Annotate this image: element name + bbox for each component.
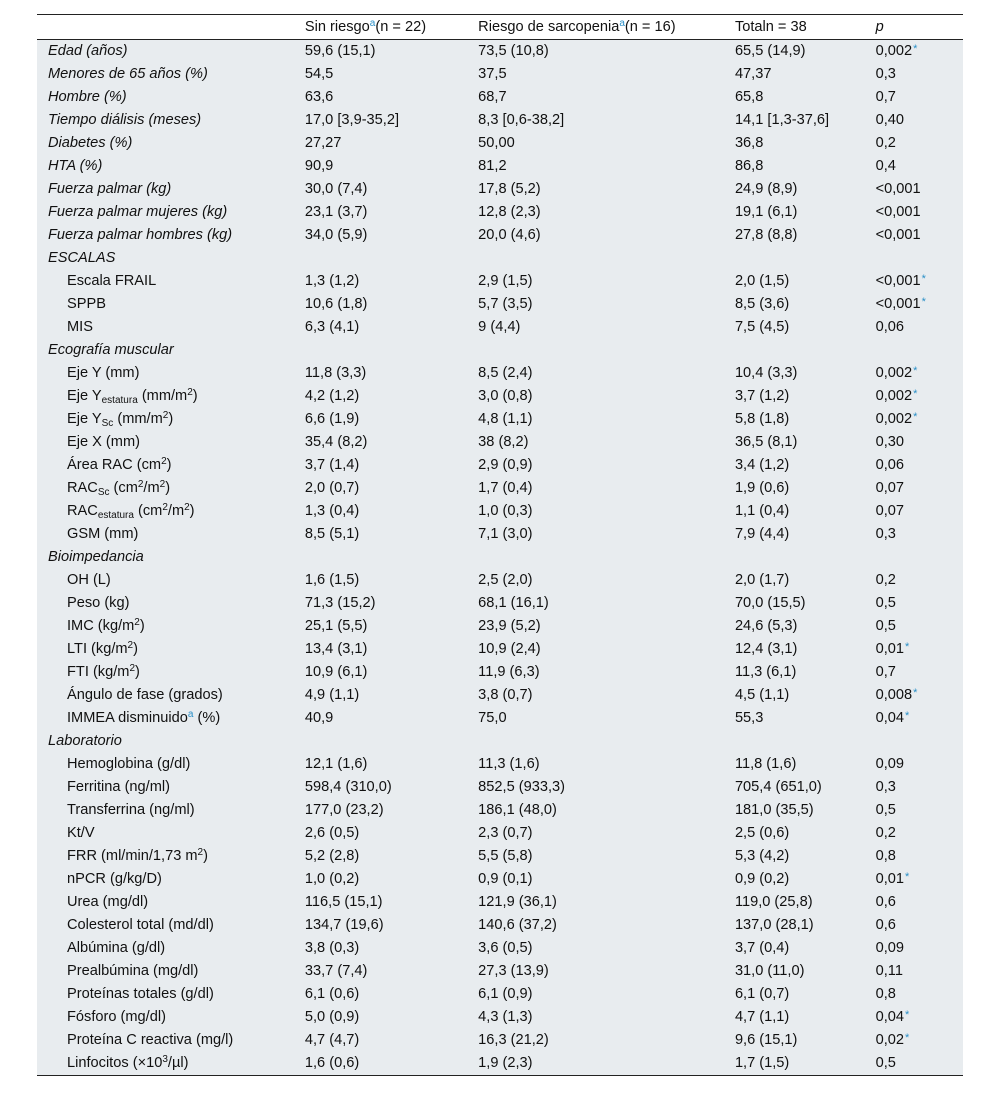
value-riesgo-sarcopenia: 1,7 (0,4) [478,480,533,496]
category-label: ESCALAS [48,250,116,266]
value-total: 86,8 [734,158,764,174]
value-riesgo-sarcopenia: 186,1 (48,0) [478,802,557,818]
value-sin-riesgo: 10,9 (6,1) [304,664,368,680]
value-riesgo-sarcopenia: 73,5 (10,8) [478,43,549,59]
value-sin-riesgo: 4,2 (1,2) [304,388,360,404]
value-riesgo-sarcopenia: 17,8 (5,2) [478,181,541,197]
value-riesgo-sarcopenia: 38 (8,2) [478,434,529,450]
value-riesgo-sarcopenia: 2,5 (2,0) [478,572,533,588]
value-sin-riesgo: 6,6 (1,9) [304,411,360,427]
value-riesgo-sarcopenia: 8,3 [0,6-38,2] [478,112,565,128]
value-riesgo-sarcopenia: 11,9 (6,3) [478,664,540,680]
value-total: 47,37 [734,66,772,82]
value-total: 6,1 (0,7) [734,986,790,1002]
value-sin-riesgo: 59,6 (15,1) [304,43,376,59]
value-sin-riesgo: 30,0 (7,4) [304,181,368,197]
table-body [37,40,963,1076]
table-row [37,615,963,638]
value-sin-riesgo: 35,4 (8,2) [304,434,368,450]
row-label: Eje Y (mm) [67,365,140,381]
value-riesgo-sarcopenia: 81,2 [478,158,507,174]
value-riesgo-sarcopenia: 37,5 [478,66,507,82]
table-row [37,592,963,615]
row-label: Hemoglobina (g/dl) [67,756,191,772]
significance-asterisk: * [905,871,910,883]
value-sin-riesgo: 8,5 (5,1) [304,526,360,542]
value-riesgo-sarcopenia: 1,9 (2,3) [478,1055,533,1071]
value-sin-riesgo: 1,3 (1,2) [304,273,360,289]
value-total: 11,8 (1,6) [734,756,797,772]
empty-cell [876,339,963,362]
value-p: 0,40 [875,112,905,128]
significance-asterisk: * [905,1032,910,1044]
category-row [37,730,963,753]
table-row [37,822,963,845]
value-p: 0,11 [875,963,903,979]
value-total: 9,6 (15,1) [734,1032,798,1048]
value-sin-riesgo: 4,9 (1,1) [304,687,360,703]
value-p: 0,008* [875,687,918,703]
row-label: Menores de 65 años (%) [48,66,208,82]
empty-cell [478,730,735,753]
row-label: Transferrina (ng/ml) [67,802,195,818]
row-label: IMMEA disminuido$^a$ (%) [67,709,221,726]
results-table-container [37,14,963,1076]
value-sin-riesgo: 1,0 (0,2) [304,871,360,887]
value-riesgo-sarcopenia: 50,00 [478,135,515,151]
significance-asterisk: * [921,296,926,308]
value-total: 1,9 (0,6) [734,480,790,496]
row-label: Ferritina (ng/ml) [67,779,170,795]
value-total: 36,8 [734,135,764,151]
table-row [37,270,963,293]
value-sin-riesgo: 40,9 [304,710,334,726]
value-p: 0,06 [875,319,905,335]
table-row [37,845,963,868]
table-row [37,362,963,385]
row-label: Kt/V [67,825,95,841]
table-row [37,960,963,983]
table-row [37,983,963,1006]
empty-cell [876,247,963,270]
value-sin-riesgo: 25,1 (5,5) [304,618,368,634]
value-sin-riesgo: 6,1 (0,6) [304,986,360,1002]
value-p: 0,2 [875,825,896,841]
row-label: Fuerza palmar hombres (kg) [48,227,233,243]
value-riesgo-sarcopenia: 3,6 (0,5) [478,940,533,956]
value-riesgo-sarcopenia: 10,9 (2,4) [478,641,541,657]
category-row [37,247,963,270]
value-riesgo-sarcopenia: 6,1 (0,9) [478,986,533,1002]
value-p: 0,06 [875,457,905,473]
value-riesgo-sarcopenia: 0,9 (0,1) [478,871,533,887]
value-p: 0,09 [875,756,905,772]
value-sin-riesgo: 54,5 [304,66,334,82]
value-p: 0,04* [875,710,910,726]
row-label: Fuerza palmar (kg) [48,181,172,197]
value-p: 0,8 [875,986,896,1002]
value-p: 0,02* [875,1032,910,1048]
table-row [37,132,963,155]
value-sin-riesgo: 10,6 (1,8) [304,296,368,312]
value-sin-riesgo: 34,0 (5,9) [304,227,368,243]
value-total: 181,0 (35,5) [734,802,814,818]
value-total: 2,5 (0,6) [734,825,790,841]
value-p: 0,2 [875,572,896,588]
value-p: 0,01* [875,871,910,887]
value-p: <0,001 [875,181,921,197]
row-label: Eje $Y_{Sc}$ $(mm/m^2)$ [67,410,174,429]
empty-cell [735,339,876,362]
value-riesgo-sarcopenia: 852,5 (933,3) [478,779,565,795]
table-row [37,1006,963,1029]
category-label: Laboratorio [48,733,122,749]
value-p: <0,001 [875,204,921,220]
table-row [37,914,963,937]
value-total: 1,1 (0,4) [734,503,790,519]
header-total: Totaln = 38 [734,18,807,35]
table-row [37,408,963,431]
value-p: 0,01* [875,641,910,657]
row-label: Proteínas totales (g/dl) [67,986,214,1002]
value-sin-riesgo: 17,0 [3,9-35,2] [304,112,400,128]
empty-cell [478,339,735,362]
table-row [37,385,963,408]
header-empty-cell [37,15,305,40]
table-row [37,523,963,546]
value-p: 0,002* [875,365,918,381]
value-sin-riesgo: 2,6 (0,5) [304,825,360,841]
empty-cell [735,730,876,753]
row-label: GSM (mm) [67,526,139,542]
value-total: 65,8 [734,89,764,105]
row-label: Ángulo de fase (grados) [67,687,223,703]
value-sin-riesgo: 1,6 (1,5) [304,572,360,588]
value-p: 0,4 [875,158,896,174]
value-total: 7,9 (4,4) [734,526,790,542]
row-label: Fósforo (mg/dl) [67,1009,166,1025]
row-label: $RAC_{estatura}$ $(cm^2/m^2)$ [67,502,195,521]
table-row [37,707,963,730]
value-total: 7,5 (4,5) [734,319,790,335]
value-p: 0,7 [875,89,896,105]
value-total: 55,3 [734,710,764,726]
value-riesgo-sarcopenia: 7,1 (3,0) [478,526,533,542]
value-riesgo-sarcopenia: 2,3 (0,7) [478,825,533,841]
value-riesgo-sarcopenia: 4,3 (1,3) [478,1009,533,1025]
value-total: 4,7 (1,1) [734,1009,790,1025]
value-p: 0,30 [875,434,905,450]
results-table [37,14,963,1076]
value-sin-riesgo: 177,0 (23,2) [304,802,384,818]
value-total: 10,4 (3,3) [734,365,798,381]
table-row [37,63,963,86]
value-sin-riesgo: 4,7 (4,7) [304,1032,360,1048]
table-row [37,661,963,684]
value-p: 0,5 [875,1055,896,1071]
empty-cell [876,546,963,569]
row-label: Eje X (mm) [67,434,140,450]
value-riesgo-sarcopenia: 140,6 (37,2) [478,917,557,933]
value-p: 0,5 [875,802,896,818]
row-label: $RAC_{Sc}$ $(cm^2/m^2)$ [67,479,171,498]
row-label: SPPB [67,296,106,312]
significance-asterisk: * [913,687,918,699]
value-riesgo-sarcopenia: 9 (4,4) [478,319,521,335]
value-p: 0,002* [875,388,918,404]
value-sin-riesgo: 5,0 (0,9) [304,1009,360,1025]
row-label: IMC $(kg/m^2)$ [67,617,145,634]
empty-cell [305,247,478,270]
table-row [37,684,963,707]
category-row [37,546,963,569]
row-label: MIS [67,319,93,335]
row-label: Escala FRAIL [67,273,157,289]
value-p: 0,6 [875,917,896,933]
row-label: Hombre (%) [48,89,127,105]
value-riesgo-sarcopenia: 16,3 (21,2) [478,1032,549,1048]
value-sin-riesgo: 13,4 (3,1) [304,641,368,657]
value-sin-riesgo: 71,3 (15,2) [304,595,376,611]
table-row [37,477,963,500]
value-total: 5,8 (1,8) [734,411,790,427]
significance-asterisk: * [905,1009,910,1021]
value-sin-riesgo: 2,0 (0,7) [304,480,360,496]
value-riesgo-sarcopenia: 68,1 (16,1) [478,595,549,611]
value-sin-riesgo: 11,8 (3,3) [304,365,367,381]
row-label: FTI $(kg/m^2)$ [67,663,140,680]
category-label: Bioimpedancia [48,549,144,565]
value-sin-riesgo: 6,3 (4,1) [304,319,360,335]
row-label: Linfocitos $(\times 10^3/\mu l)$ [67,1054,189,1071]
value-riesgo-sarcopenia: 3,8 (0,7) [478,687,533,703]
value-p: 0,002* [875,411,918,427]
table-row [37,178,963,201]
value-p: 0,3 [875,779,896,795]
value-riesgo-sarcopenia: 4,8 (1,1) [478,411,533,427]
row-label: Prealbúmina (mg/dl) [67,963,199,979]
value-p: 0,07 [875,503,905,519]
value-p: 0,6 [875,894,896,910]
value-total: 27,8 (8,8) [734,227,798,243]
value-riesgo-sarcopenia: 2,9 (1,5) [478,273,533,289]
table-row [37,454,963,477]
table-row [37,753,963,776]
value-riesgo-sarcopenia: 68,7 [478,89,507,105]
value-riesgo-sarcopenia: 5,7 (3,5) [478,296,533,312]
value-riesgo-sarcopenia: 20,0 (4,6) [478,227,541,243]
value-total: 12,4 (3,1) [734,641,798,657]
value-sin-riesgo: 27,27 [304,135,342,151]
value-riesgo-sarcopenia: 11,3 (1,6) [478,756,540,772]
value-total: 2,0 (1,7) [734,572,790,588]
value-total: 11,3 (6,1) [734,664,797,680]
row-label: Albúmina (g/dl) [67,940,166,956]
significance-asterisk: * [913,388,918,400]
value-total: 2,0 (1,5) [734,273,790,289]
empty-cell [305,546,478,569]
value-sin-riesgo: 116,5 (15,1) [304,894,383,910]
value-total: 14,1 [1,3-37,6] [734,112,830,128]
row-label: nPCR (g/kg/D) [67,871,162,887]
table-row [37,109,963,132]
value-total: 705,4 (651,0) [734,779,822,795]
value-sin-riesgo: 90,9 [304,158,334,174]
value-total: 1,7 (1,5) [734,1055,790,1071]
table-row [37,86,963,109]
row-label: Proteína C reactiva (mg/l) [67,1032,234,1048]
table-row [37,569,963,592]
row-label: Colesterol total (md/dl) [67,917,214,933]
value-riesgo-sarcopenia: 3,0 (0,8) [478,388,533,404]
empty-cell [478,546,735,569]
row-label: Peso (kg) [67,595,130,611]
table-row [37,868,963,891]
value-riesgo-sarcopenia: 75,0 [478,710,507,726]
table-row [37,1052,963,1076]
empty-cell [305,730,478,753]
value-sin-riesgo: 598,4 (310,0) [304,779,392,795]
table-row [37,937,963,960]
header-p-value: p [875,18,884,35]
value-total: 70,0 (15,5) [734,595,806,611]
table-row [37,799,963,822]
value-total: 119,0 (25,8) [734,894,813,910]
value-total: 3,4 (1,2) [734,457,790,473]
table-header [37,15,963,40]
value-riesgo-sarcopenia: 27,3 (13,9) [478,963,549,979]
table-row [37,638,963,661]
value-p: <0,001* [875,296,926,312]
row-label: FRR (ml/min/1,73 $m^2$) [67,847,208,864]
empty-cell [735,247,876,270]
table-row [37,1029,963,1052]
empty-cell [478,247,735,270]
significance-asterisk: * [913,411,918,423]
value-p: 0,04* [875,1009,910,1025]
table-row [37,500,963,523]
value-p: 0,5 [875,618,896,634]
value-riesgo-sarcopenia: 8,5 (2,4) [478,365,533,381]
value-p: 0,5 [875,595,896,611]
value-sin-riesgo: 3,8 (0,3) [304,940,360,956]
value-total: 5,3 (4,2) [734,848,790,864]
value-p: 0,2 [875,135,896,151]
value-sin-riesgo: 12,1 (1,6) [304,756,368,772]
row-label: Área RAC $(cm^2)$ [67,456,172,473]
value-total: 65,5 (14,9) [734,43,806,59]
value-sin-riesgo: 134,7 (19,6) [304,917,384,933]
table-row [37,40,963,64]
significance-asterisk: * [905,641,910,653]
value-riesgo-sarcopenia: 12,8 (2,3) [478,204,541,220]
value-riesgo-sarcopenia: 23,9 (5,2) [478,618,541,634]
empty-cell [735,546,876,569]
header-row [37,15,963,40]
row-label: Eje $Y_{estatura}$ $(mm/m^2)$ [67,387,198,406]
value-p: <0,001* [875,273,926,289]
row-label: Diabetes (%) [48,135,133,151]
value-p: 0,09 [875,940,905,956]
value-total: 0,9 (0,2) [734,871,790,887]
value-riesgo-sarcopenia: 2,9 (0,9) [478,457,533,473]
row-label: OH (L) [67,572,111,588]
value-total: 24,9 (8,9) [734,181,798,197]
significance-asterisk: * [921,273,926,285]
value-p: 0,07 [875,480,905,496]
value-sin-riesgo: 1,3 (0,4) [304,503,360,519]
table-row [37,201,963,224]
value-p: 0,3 [875,526,896,542]
value-p: 0,8 [875,848,896,864]
value-sin-riesgo: 1,6 (0,6) [304,1055,360,1071]
value-riesgo-sarcopenia: 5,5 (5,8) [478,848,533,864]
row-label: HTA (%) [48,158,103,174]
empty-cell [305,339,478,362]
value-total: 31,0 (11,0) [734,963,805,979]
value-p: <0,001 [875,227,921,243]
category-label: Ecografía muscular [48,342,174,358]
value-total: 137,0 (28,1) [734,917,814,933]
table-row [37,224,963,247]
header-riesgo-sarcopenia: Riesgo de sarcopenia$^a$(n = 16) [478,17,676,35]
table-row [37,776,963,799]
table-row [37,316,963,339]
row-label: Urea (mg/dl) [67,894,149,910]
value-total: 4,5 (1,1) [734,687,790,703]
value-sin-riesgo: 5,2 (2,8) [304,848,360,864]
value-total: 24,6 (5,3) [734,618,798,634]
value-riesgo-sarcopenia: 121,9 (36,1) [478,894,557,910]
value-total: 36,5 (8,1) [734,434,798,450]
value-total: 3,7 (0,4) [734,940,790,956]
value-riesgo-sarcopenia: 1,0 (0,3) [478,503,533,519]
value-total: 19,1 (6,1) [734,204,798,220]
value-total: 8,5 (3,6) [734,296,790,312]
value-sin-riesgo: 23,1 (3,7) [304,204,368,220]
value-total: 3,7 (1,2) [734,388,790,404]
table-row [37,155,963,178]
significance-asterisk: * [905,710,910,722]
significance-asterisk: * [913,365,918,377]
value-sin-riesgo: 63,6 [304,89,334,105]
value-sin-riesgo: 33,7 (7,4) [304,963,368,979]
value-p: 0,3 [875,66,896,82]
header-sin-riesgo: Sin riesgo$^a$(n = 22) [304,17,427,35]
row-label: Tiempo diálisis (meses) [48,112,202,128]
significance-asterisk: * [913,43,918,55]
row-label: LTI $(kg/m^2)$ [67,640,138,657]
table-row [37,431,963,454]
table-row [37,891,963,914]
empty-cell [876,730,963,753]
category-row [37,339,963,362]
value-p: 0,002* [875,43,918,59]
value-sin-riesgo: 3,7 (1,4) [304,457,360,473]
row-label: Fuerza palmar mujeres (kg) [48,204,228,220]
table-row [37,293,963,316]
value-p: 0,7 [875,664,896,680]
row-label: Edad (años) [48,43,128,59]
